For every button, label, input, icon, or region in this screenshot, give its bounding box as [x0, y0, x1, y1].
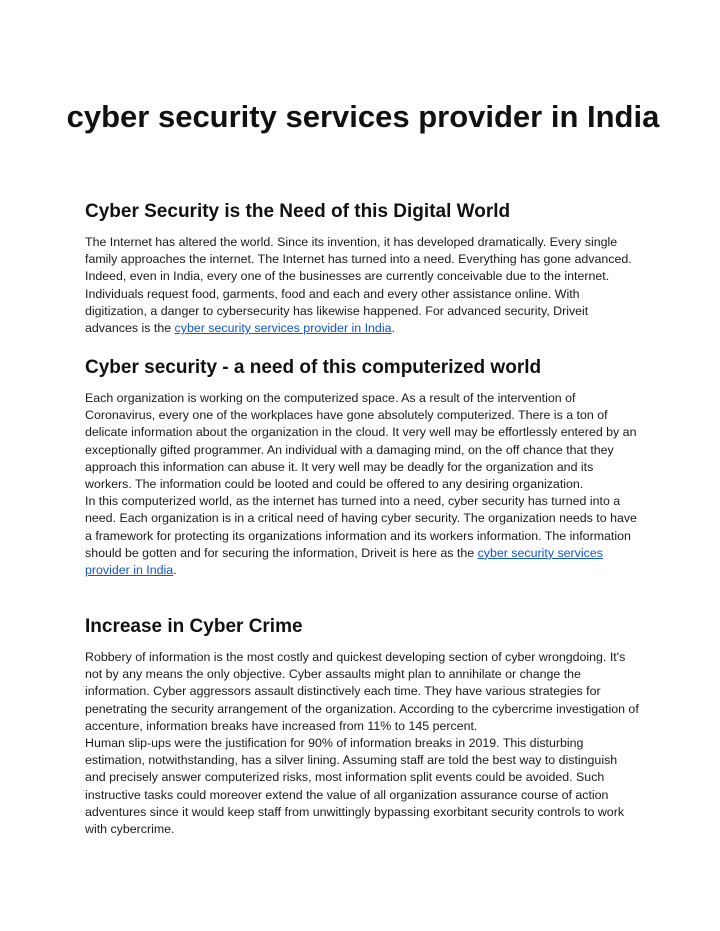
section-paragraph: Robbery of information is the most costly and quickest developing section of cyber wrongdoing. It's not by any means the only objective. Cyber assaults might plan to annihilate or change the information. Cyber aggressors assault distinctively each time. They have various strategies for penetrating the security arrangement of the organization. According to the cybercrime investigation of accenture, information breaks have increased from 11% to 145 percent. — [85, 650, 639, 733]
document-title: cyber security services provider in India — [66, 99, 660, 134]
section-heading: Cyber Security is the Need of this Digital World — [85, 201, 511, 222]
section-need-of-digital-world — [85, 200, 641, 337]
section-paragraph: Human slip-ups were the justification for 90% of information breaks in 2019. This disturbing estimation, notwithstanding, has a silver lining. Assuming staff are told the best way to distinguish and precisely answer computerized risks, most information split events could be avoided. Such instructive tasks could moreover extend the value of all organization assurance course of action adventures since it would keep staff from unwittingly bypassing exorbitant security controls to work with cybercrime. — [85, 736, 625, 837]
section-paragraph: Each organization is working on the computerized space. As a result of the intervention of Coronavirus, every one of the workplaces have gone absolutely computerized. There is a ton of delicate information about the organization in the cloud. It very well may be effortlessly entered by an exceptionally gifted programmer. An individual with a damaging mind, on the off chance that they approach this information can abuse it. It very well may be deadly for the organization and its workers. The information could be looted and could be offered to any desiring organization. — [85, 391, 637, 492]
section-increase-in-cyber-crime — [85, 615, 641, 838]
section-paragraph — [85, 234, 641, 337]
section-paragraph — [85, 493, 641, 579]
section-need-of-computerized-world — [85, 356, 641, 579]
paragraph-text-end: . — [173, 563, 177, 578]
section-heading: Cyber security - a need of this computerized world — [85, 357, 542, 378]
paragraph-text-end: . — [391, 321, 395, 336]
paragraph-text: The Internet has altered the world. Since its invention, it has developed dramatically. Every single family approaches the internet. The Internet has turned into a need. Everything has gone advanced. Indeed, even in India, every one of the businesses are currently conceivable due to the internet. Individuals request food, garments, food and each and every other assistance online. With digitization, a danger to cybersecurity has likewise happened. For advanced security, Driveit advances is the — [85, 235, 632, 336]
provider-link[interactable]: cyber security services provider in India — [174, 321, 392, 336]
paragraph-text: In this computerized world, as the internet has turned into a need, cyber security has turned into a need. Each organization is in a critical need of having cyber security. The organization needs to have a framework for protecting its organizations information and its workers information. The information should be gotten and for securing the information, Driveit is here as the — [85, 494, 637, 560]
provider-link[interactable]: cyber security services provider in India — [85, 545, 603, 578]
section-heading: Increase in Cyber Crime — [85, 616, 303, 637]
